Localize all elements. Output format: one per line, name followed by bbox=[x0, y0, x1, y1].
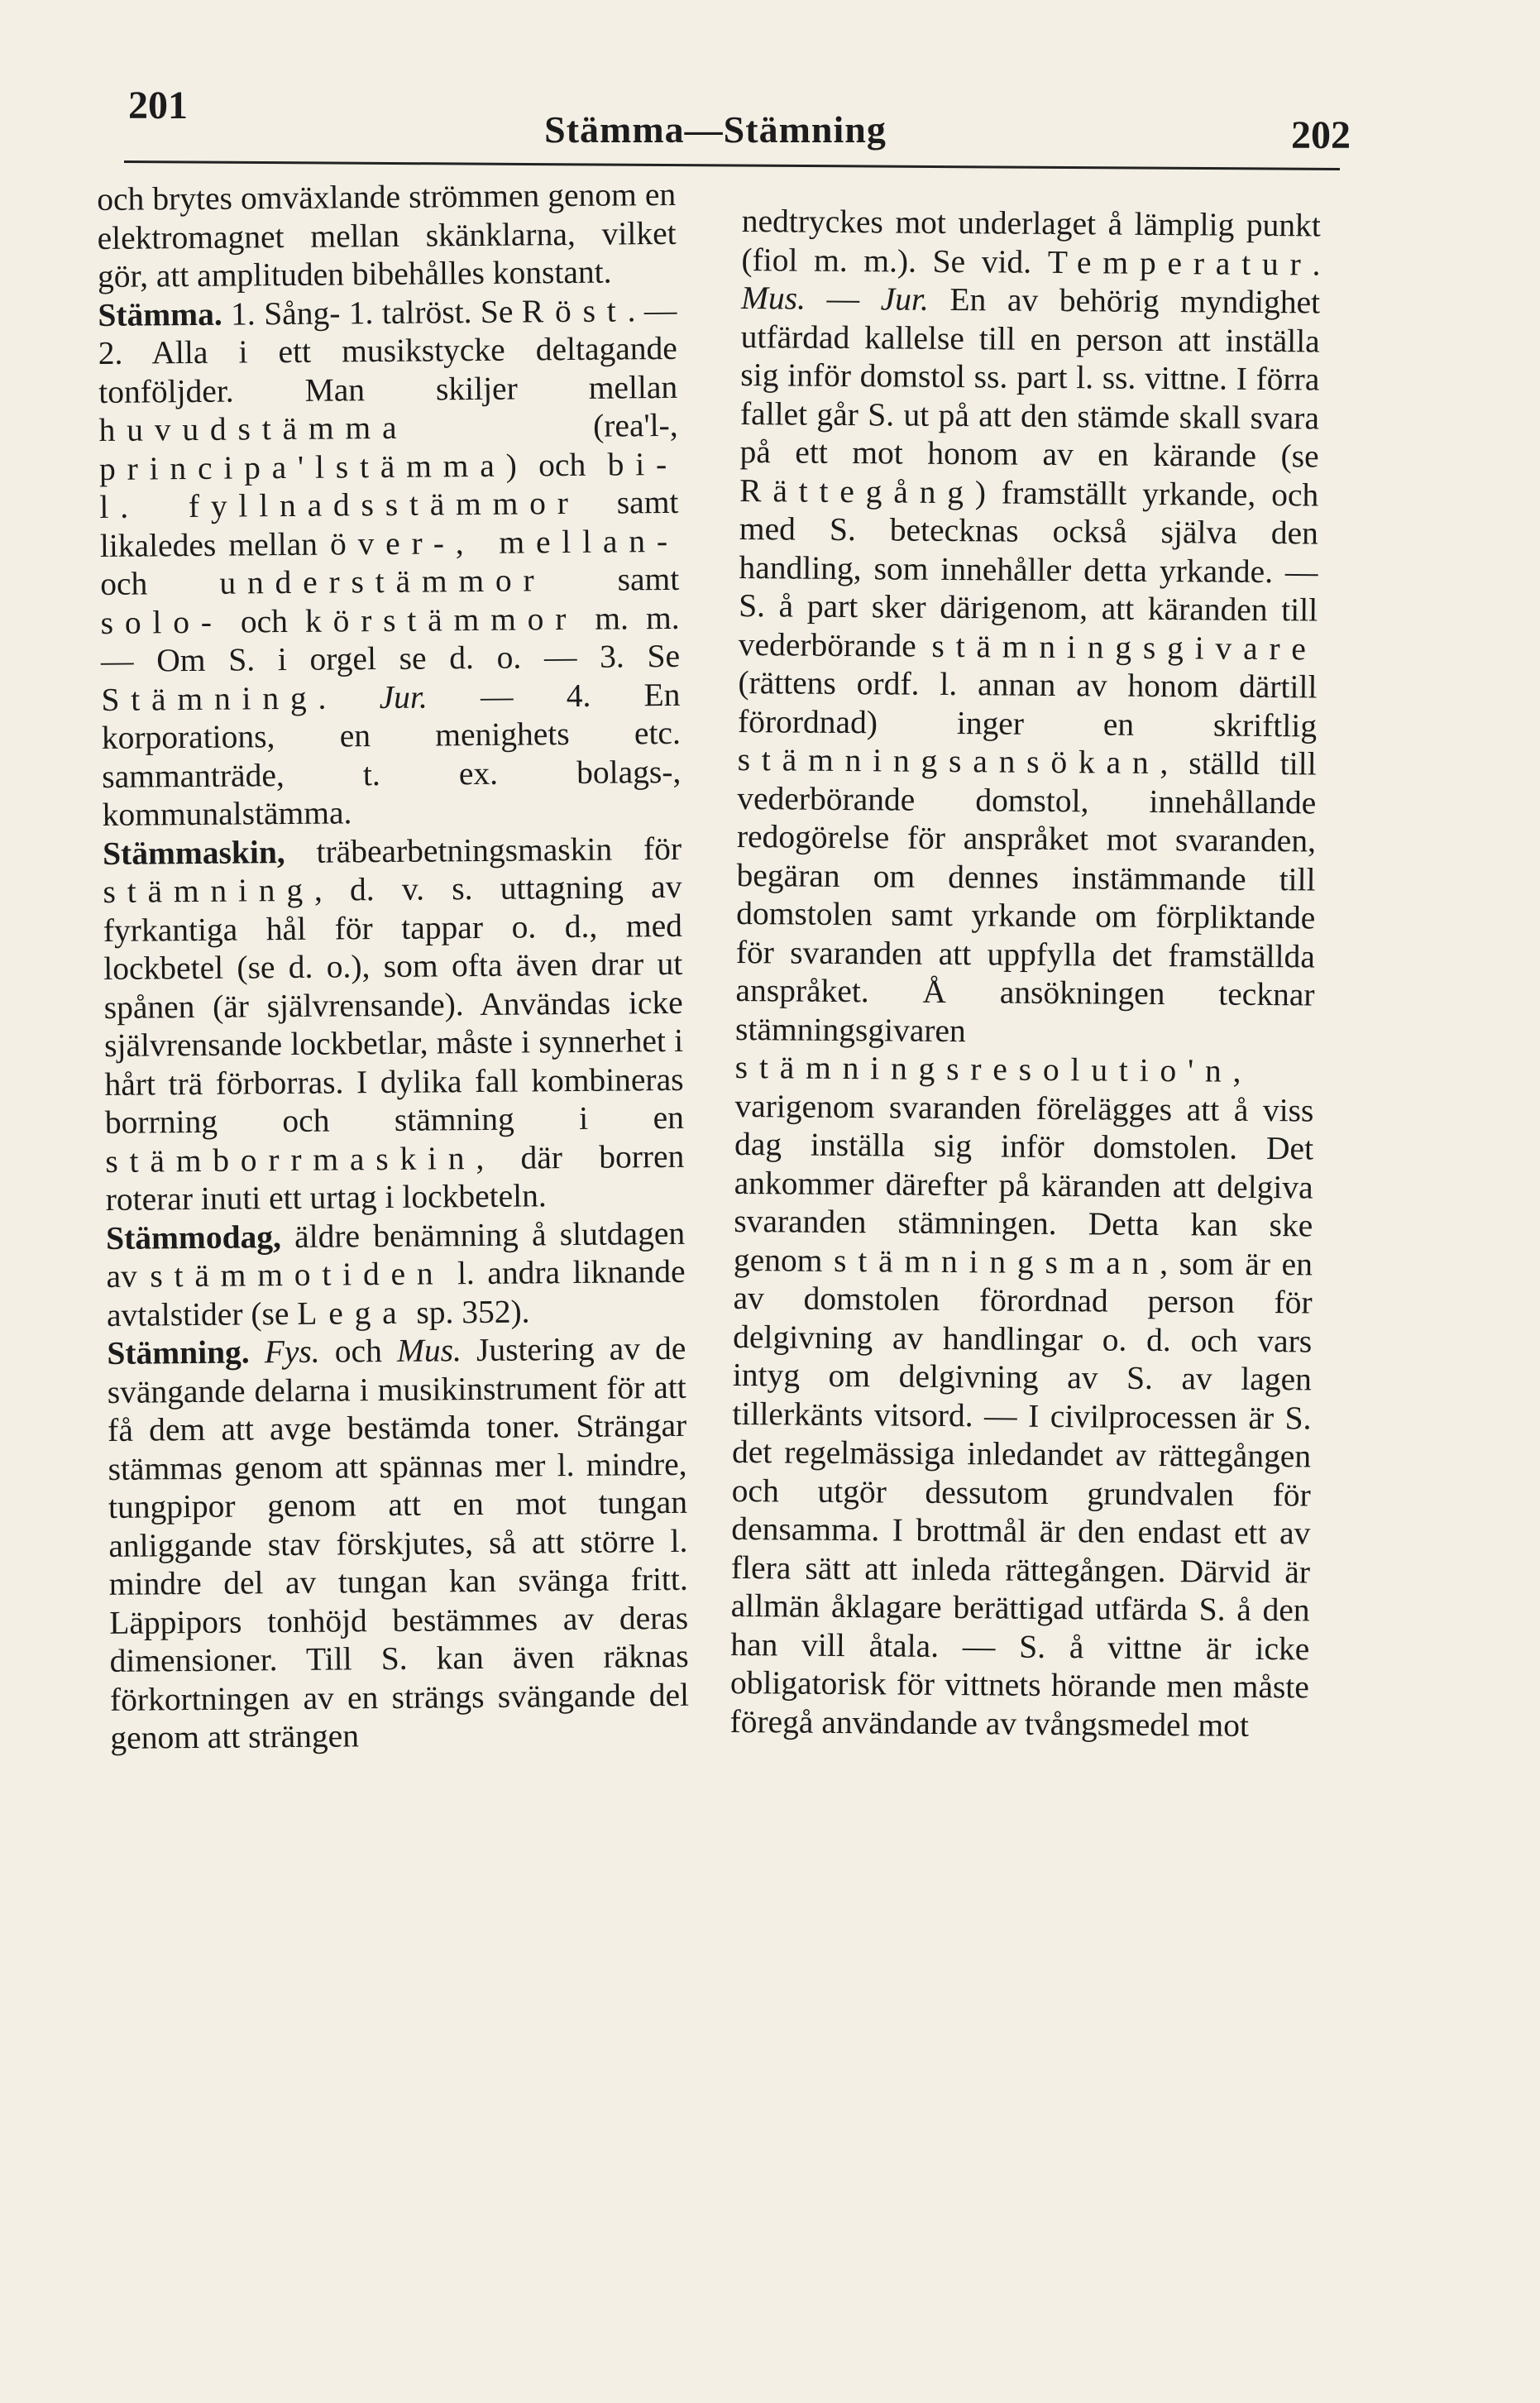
running-head: Stämma—Stämning bbox=[544, 108, 887, 151]
entry-stammaskin: Stämmaskin, träbearbetningsmaskin för stämning, d. v. s. uttagning av fyrkantiga hål för tappar o. d., med lockbetel (se d. o.), som ofta även drar ut spånen (är självrensande). Användas icke självrensande lockbetlar, måste i synnerhet i hårt trä förborras. I dylika fall kombineras borrning och stämning i en stämborrmaskin, där borren roterar inuti ett urtag i lockbeteln. bbox=[102, 830, 685, 1218]
headword: Stämning. bbox=[107, 1333, 250, 1371]
right-column bbox=[729, 202, 1321, 1745]
page-number-right: 202 bbox=[1291, 113, 1351, 157]
entry-stamning-continued: nedtryckes mot underlaget å lämplig punkt (fiol m. m.). Se vid. Temperatur. Mus. — Jur. En av behörig myndighet utfärdad kallelse till en person att inställa sig inför domstol ss. part l. ss. vittne. I förra fallet går S. ut på att den stämde skall svara på ett mot honom av en kärande (se Rättegång) framställt yrkande, och med S. betecknas också själva den handling, som innehåller detta yrkande. — S. å part sker därigenom, att käranden till vederbörande stämningsgivare (rättens ordf. l. annan av honom därtill förordnad) inger en skriftlig stämningsansökan, ställd till vederbörande domstol, innehållande redogörelse för anspråket mot svaranden, begäran om dennes instämmande till domstolen samt yrkande om förpliktande för svaranden att uppfylla det framställda anspråket. Å ansökningen tecknar stämningsgivaren stämningsresolutio'n, varigenom svaranden föreläggеs att å viss dag inställa sig inför domstolen. Det ankommer därefter på käranden att delgiva svaranden stämningen. Detta kan ske genom stämningsman, som är en av domstolen förordnad person för delgivning av handlingar o. d. och vars intyg om delgivning av S. av lagen tillerkänts vitsord. — I civilprocessen är S. det regelmässiga inledandet av rättegången och utgör dessutom grundvalen för densamma. I brottmål är den endast ett av flera sätt att inleda rättegången. Därvid är allmän åklagare berättigad utfärda S. å den han vill åtala. — S. å vittne är icke obligatorisk för vittnets hörande men måste föregå användande av tvångsmedel mot bbox=[729, 202, 1321, 1744]
headword: Stämma. bbox=[98, 295, 222, 333]
entry-continuation: och brytes omväxlande strömmen genom en elektromagnet mellan skänklarna, vilket gör, att amplituden bibehålles konstant. bbox=[97, 175, 677, 294]
entry-stamning: Stämning. Fys. och Mus. Justering av de svängande delarna i musikinstrument för att få dem att avge bestämda toner. Strängar stämmas genom att spännas mer l. mindre, tungpipor genom att en mot tungan anliggande stav förskjutes, så att större l. mindre del av tungan kan svänga fritt. Läppipors tonhöjd bestämmes av deras dimensioner. Till S. kan även räknas förkortningen av en strängs svängande del genom att strängen bbox=[107, 1329, 690, 1756]
headword: Stämmaskin, bbox=[102, 833, 285, 872]
page-number-left: 201 bbox=[128, 84, 188, 127]
header-rule bbox=[124, 160, 1340, 170]
page-header bbox=[87, 83, 1351, 157]
left-column bbox=[97, 175, 690, 1758]
entry-stammodag: Stämmodag, äldre benämning å slutdagen av stämmotiden l. andra liknande avtalstider (se Lega sp. 352). bbox=[105, 1214, 686, 1333]
entry-stamma: Stämma. 1. Sång- 1. talröst. Se Röst. — 2. Alla i ett musikstycke deltagande tonföljder. Man skiljer mellan huvudstämma (rea'l-, principa'lstämma) och bi- l. fyllnadsstämmor samt likaledes mellan över-, mellan- och understämmor samt solo- och körstämmor m. m. — Om S. i orgel se d. o. — 3. Se Stämning. Jur. — 4. En korporations, en menighets etc. sammanträde, t. ex. bolags-, kommunalstämma. bbox=[98, 291, 682, 833]
headword: Stämmodag, bbox=[105, 1218, 282, 1257]
